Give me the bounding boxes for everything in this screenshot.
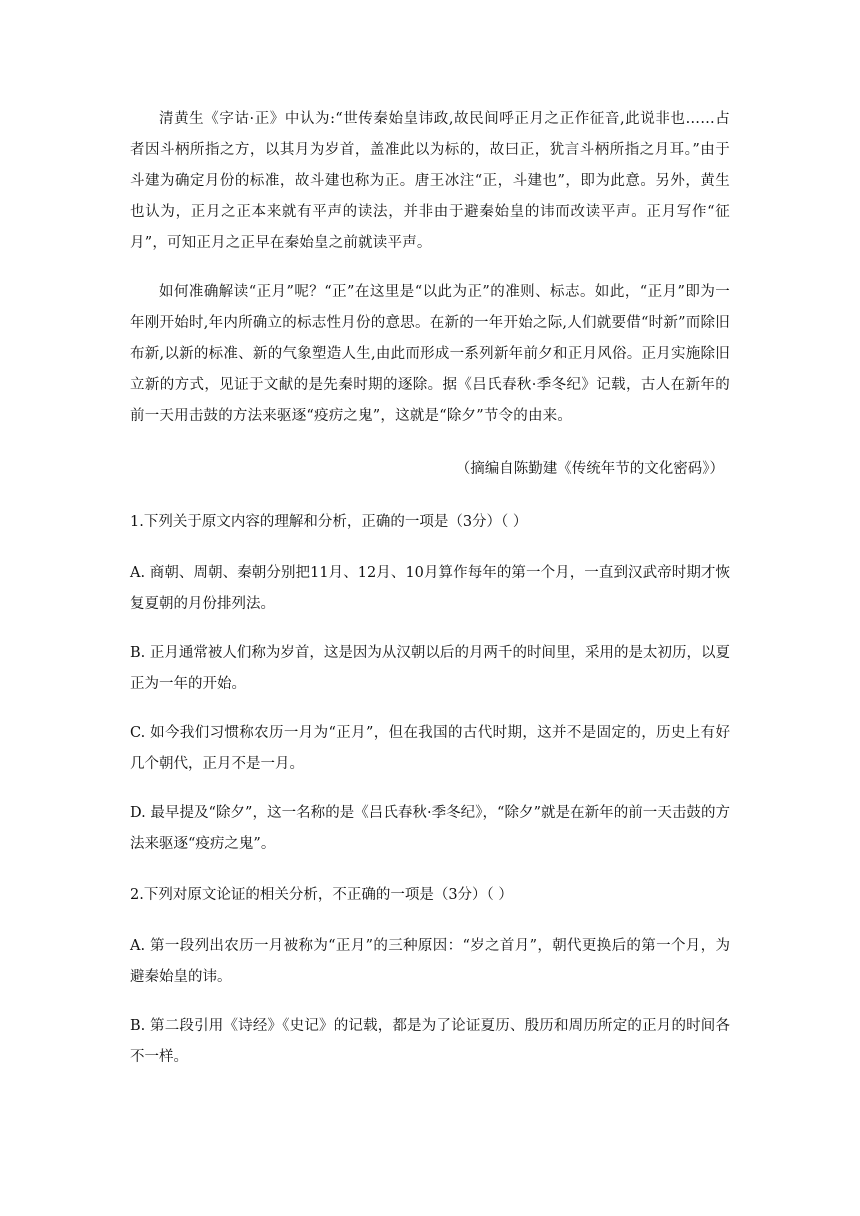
question-2-option-a: A. 第一段列出农历一月被称为“正月”的三种原因：“岁之首月”，朝代更换后的第一个月，为避秦始皇的讳。: [130, 938, 730, 985]
passage-source: （摘编自陈勤建《传统年节的文化密码》）: [455, 461, 724, 477]
question-1-option-c: C. 如今我们习惯称农历一月为“正月”，但在我国的古代时期，这并不是固定的，历史上有好几个朝代，正月不是一月。: [130, 725, 730, 772]
question-1-option-a: A. 商朝、周朝、秦朝分别把11月、12月、10月算作每年的第一个月，一直到汉武帝时期才恢复夏朝的月份排列法。: [130, 565, 730, 612]
passage-paragraph-1: 清黄生《字诂·正》中认为:“世传秦始皇讳政,故民间呼正月之正作征音,此说非也……占者因斗柄所指之方，以其月为岁首，盖准此以为标的，故曰正，犹言斗柄所指之月耳。”由于斗建为确定月份的标准，故斗建也称为正。唐王冰注“正，斗建也”，即为此意。另外，黄生也认为，正月之正本来就有平声的读法，并非由于避秦始皇的讳而改读平声。正月写作“征月”，可知正月之正早在秦始皇之前就读平声。: [130, 111, 730, 251]
question-2-option-b: B. 第二段引用《诗经》《史记》的记载，都是为了论证夏历、殷历和周历所定的正月的时间各不一样。: [130, 1018, 730, 1065]
question-1-stem: 1.下列关于原文内容的理解和分析，正确的一项是（3分）（ ）: [130, 514, 528, 530]
question-1: [130, 507, 730, 860]
passage-paragraph-2: 如何准确解读“正月”呢？“正”在这里是“以此为正”的准则、标志。如此，“正月”即为一年刚开始时,年内所确立的标志性月份的意思。在新的一年开始之际,人们就要借“时新”而除旧布新,以新的标准、新的气象塑造人生,由此而形成一系列新年前夕和正月风俗。正月实施除旧立新的方式，见证于文献的是先秦时期的逐除。据《吕氏春秋·季冬纪》记载，古人在新年的前一天用击鼓的方法来驱逐“疫疠之鬼”，这就是“除夕”节令的由来。: [130, 284, 730, 424]
question-2-stem: 2.下列对原文论证的相关分析，不正确的一项是（3分）（ ）: [130, 887, 513, 903]
question-2: [130, 880, 730, 1073]
question-1-option-d: D. 最早提及“除夕”，这一名称的是《吕氏春秋·季冬纪》，“除夕”就是在新年的前一天击鼓的方法来驱逐“疫疠之鬼”。: [130, 805, 730, 852]
question-1-option-b: B. 正月通常被人们称为岁首，这是因为从汉朝以后的月两千的时间里，采用的是太初历，以夏正为一年的开始。: [130, 645, 730, 692]
